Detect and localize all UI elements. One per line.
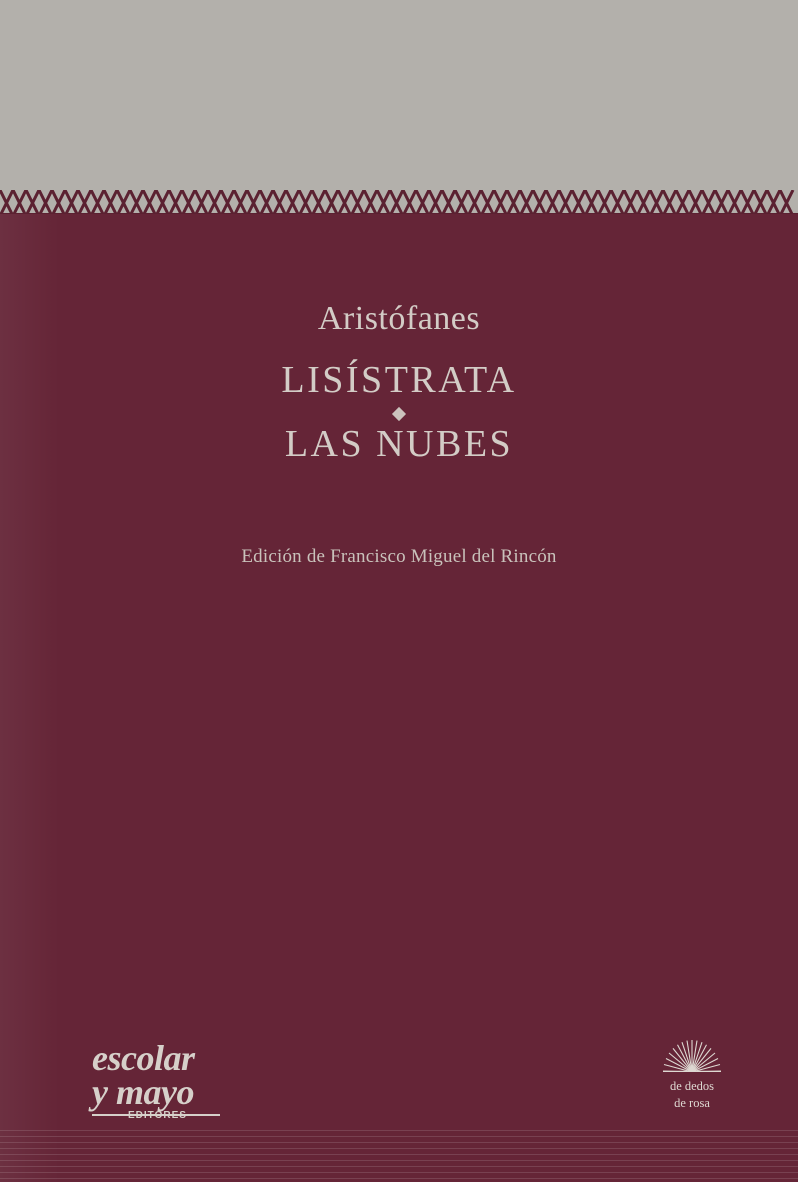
lattice-border-decoration <box>0 190 798 216</box>
title-line-1: LISÍSTRATA <box>281 359 517 402</box>
diamond-separator-icon <box>392 407 406 421</box>
author-name: Aristófanes <box>317 300 481 337</box>
publisher-logo-underline <box>92 1114 220 1116</box>
imprint-logo <box>630 1038 754 1112</box>
lattice-pattern-icon <box>0 190 798 216</box>
publisher-name-line-2: y mayo <box>92 1072 194 1112</box>
bottom-ruled-lines <box>0 1128 798 1182</box>
publisher-name-line-3 <box>128 1111 242 1121</box>
sunburst-icon <box>660 1038 724 1072</box>
publisher-logo <box>92 1040 242 1121</box>
title-block <box>0 300 798 467</box>
editor-credit: Edición de Francisco Miguel del Rincón <box>241 546 557 567</box>
top-grey-band <box>0 0 798 196</box>
imprint-name-line-1: de dedos <box>669 1079 715 1093</box>
title-line-2: LAS NUBES <box>284 423 514 466</box>
publisher-name-line-1: escolar <box>92 1038 195 1078</box>
imprint-name-line-2: de rosa <box>674 1095 710 1110</box>
